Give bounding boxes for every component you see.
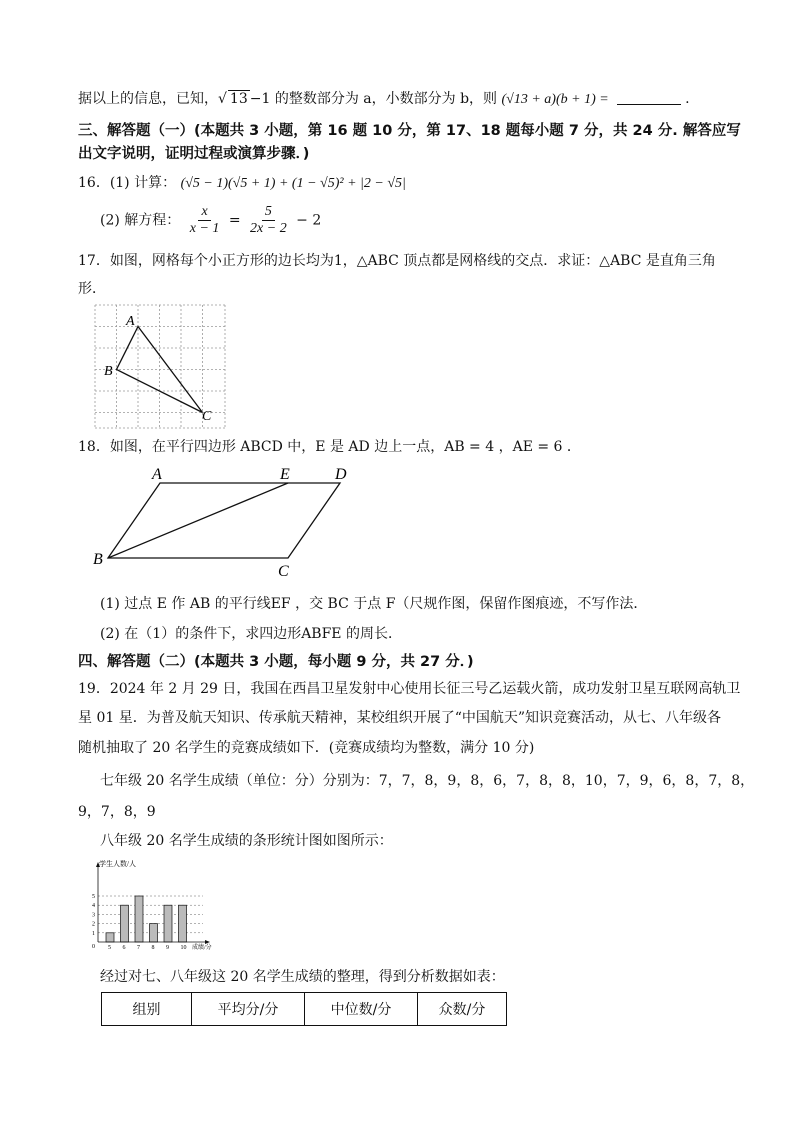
origin-label: 0 — [92, 944, 95, 950]
x-axis-label: 成绩/分 — [192, 945, 212, 951]
y-tick-label-4: 4 — [92, 903, 95, 910]
intro-line — [78, 88, 690, 108]
grade8-bar-chart — [88, 858, 218, 952]
parallelogram-abcd — [108, 483, 340, 558]
vertex-c-label: C — [278, 563, 289, 580]
equals-sign: = — [228, 212, 241, 229]
q19-line2: 星 01 星．为普及航天知识、传承航天精神，某校组织开展了“中国航天”知识竞赛活动，从七、八年级各 — [78, 710, 722, 726]
intro-end: . — [685, 91, 690, 107]
bar-8 — [150, 924, 158, 942]
header-mean: 平均分/分 — [192, 993, 305, 1026]
x-axis-arrow — [205, 940, 210, 944]
x-tick-label-8: 8 — [151, 945, 155, 951]
header-median: 中位数/分 — [305, 993, 418, 1026]
table-header-row — [102, 993, 507, 1026]
x-tick-label-10: 10 — [180, 945, 187, 951]
grade7-scores-line2: 9，7，8，9 — [78, 804, 156, 820]
section4-heading: 四、解答题（二）(本题共 3 小题，每小题 9 分，共 27 分．) — [78, 654, 474, 670]
y-axis-label: 学生人数/人 — [99, 860, 136, 868]
rhs-fraction: $\frac{5}{2x - 2}$ — [250, 204, 287, 236]
answer-blank[interactable] — [617, 90, 681, 105]
q19-line1: 19．2024 年 2 月 29 日，我国在西昌卫星发射中心使用长征三号乙运载火箭，成功发射卫星互联网高轨卫 — [78, 681, 741, 697]
minus-one: −1 — [249, 91, 271, 107]
intro-expression: (√13 + a)(b + 1) = — [501, 92, 609, 107]
header-group: 组别 — [102, 993, 192, 1026]
vertex-b-label: B — [93, 551, 103, 568]
x-tick-label-9: 9 — [166, 945, 169, 951]
q18-part2: (2) 在（1）的条件下，求四边形ABFE 的周长． — [100, 626, 402, 642]
q17-line1: 17．如图，网格每个小正方形的边长均为1，△ABC 顶点都是网格线的交点．求证：△ABC 是直角三角 — [78, 253, 716, 269]
bar-7 — [135, 896, 143, 942]
lhs-fraction: $\frac{x}{x - 1}$ — [189, 204, 220, 236]
segment-be — [108, 483, 288, 558]
grade8-chart-intro: 八年级 20 名学生成绩的条形统计图如图所示： — [100, 833, 393, 849]
analysis-table — [101, 992, 507, 1026]
q18-part1: (1) 过点 E 作 AB 的平行线EF ，交 BC 于点 F（尺规作图，保留作图痕迹，不写作法． — [100, 596, 648, 612]
q19-line3: 随机抽取了 20 名学生的竞赛成绩如下．(竞赛成绩均为整数，满分 10 分) — [78, 740, 535, 756]
bar-9 — [164, 905, 172, 942]
q18-line1: 18．如图，在平行四边形 ABCD 中，E 是 AD 边上一点，AB = 4 ，AE = 6 ． — [78, 439, 581, 455]
header-mode: 众数/分 — [418, 993, 507, 1026]
y-tick-label-1: 1 — [92, 930, 95, 937]
intro-mid: 的整数部分为 a，小数部分为 b，则 — [270, 91, 498, 107]
vertex-a-label: A — [126, 314, 135, 329]
vertex-e-label: E — [280, 466, 290, 483]
q17-line2: 形． — [78, 281, 106, 297]
y-tick-label-5: 5 — [92, 894, 95, 900]
x-tick-label-6: 6 — [122, 945, 126, 951]
parallelogram-figure — [90, 460, 360, 582]
rhs-tail: − 2 — [296, 212, 322, 229]
y-tick-label-2: 2 — [92, 921, 95, 928]
q16-part2 — [100, 204, 321, 237]
grid-triangle-figure — [94, 304, 230, 430]
grade7-scores-line1: 七年级 20 名学生成绩（单位：分）分别为：7，7，8，9，8，6，7，8，8，10，7，9，6，8，7，8， — [100, 773, 755, 789]
vertex-a-label: A — [152, 466, 162, 483]
x-tick-label-7: 7 — [137, 945, 140, 951]
bar-6 — [121, 905, 129, 942]
section3-heading: 三、解答题（一）(本题共 3 小题，第 16 题 10 分，第 17、18 题每小题 7 分，共 24 分. 解答应写 — [78, 123, 741, 139]
x-tick-label-5: 5 — [108, 945, 111, 951]
vertex-c-label: C — [202, 409, 212, 424]
summary-intro: 经过对七、八年级这 20 名学生成绩的整理，得到分析数据如表： — [100, 969, 505, 985]
bar-5 — [106, 933, 114, 942]
q16-part2-label: (2) 解方程： — [100, 212, 181, 229]
vertex-d-label: D — [335, 466, 347, 483]
y-tick-label-3: 3 — [92, 912, 95, 919]
sqrt-13: √ 13 — [218, 91, 248, 107]
q16-part1 — [78, 172, 406, 192]
section3-heading-cont: 出文字说明，证明过程或演算步骤．) — [78, 146, 310, 162]
vertex-b-label: B — [104, 364, 113, 379]
q16-part1-expression: (√5 − 1)(√5 + 1) + (1 − √5)² + |2 − √5| — [180, 176, 406, 191]
q16-part1-label: 16．(1) 计算： — [78, 175, 177, 191]
intro-prefix: 据以上的信息，已知， — [78, 91, 218, 107]
bar-10 — [179, 905, 187, 942]
